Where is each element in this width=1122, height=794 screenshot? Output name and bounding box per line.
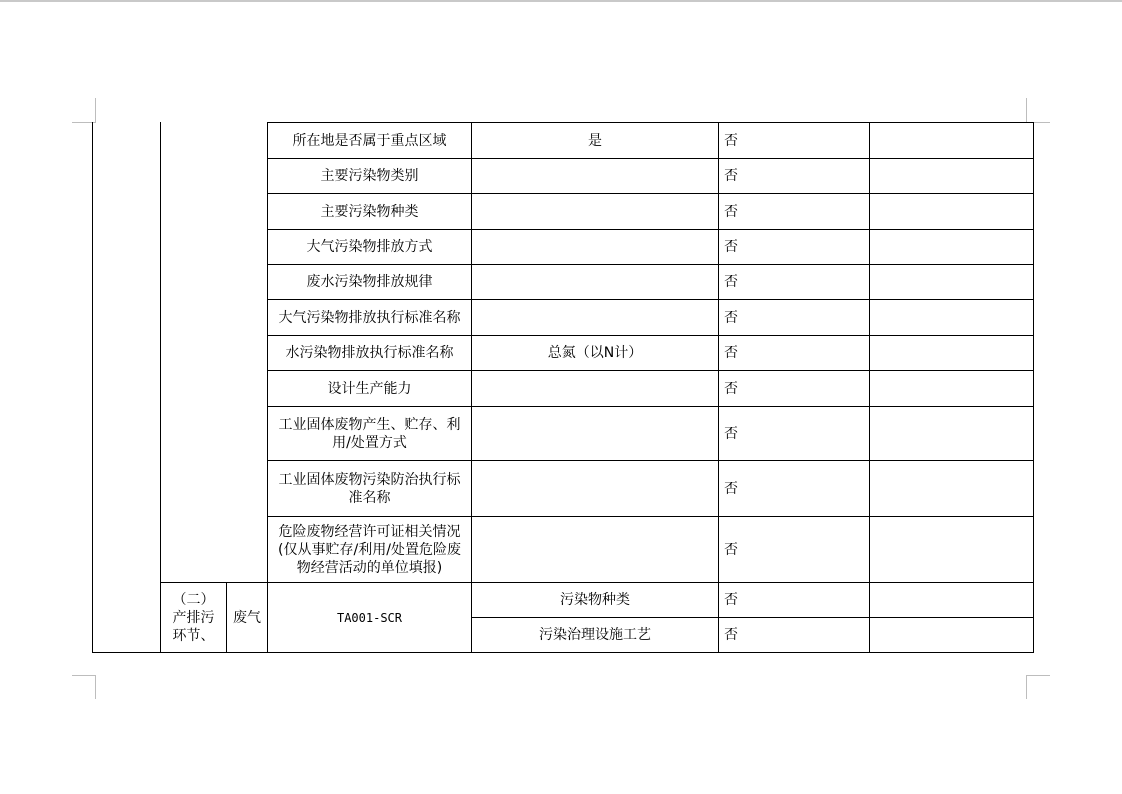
table-cell-change: 否: [724, 380, 738, 397]
table-cell-value: [472, 461, 718, 516]
table-cell-value: [472, 230, 718, 264]
table-cell-note: [870, 461, 1033, 516]
table-cell-note: [870, 407, 1033, 460]
table-cell-value: [472, 371, 718, 406]
table-cell-change: 否: [724, 425, 738, 442]
table-cell-note: [870, 159, 1033, 193]
table-cell-item: 大气污染物排放执行标准名称: [278, 309, 461, 326]
table-cell-change: 否: [724, 480, 738, 497]
table-cell-change: 否: [724, 309, 738, 326]
table-cell-item: 水污染物排放执行标准名称: [285, 345, 454, 361]
sub-note: [870, 618, 1033, 652]
sub-note: [870, 583, 1033, 617]
table-cell-item: 大气污染物排放方式: [306, 239, 433, 255]
table-cell-item: 所在地是否属于重点区域: [292, 132, 447, 149]
table-cell-change: 否: [724, 132, 738, 149]
table-cell-value: 是: [588, 132, 602, 149]
table-cell-value: [472, 194, 718, 229]
sub-item: 污染物种类: [560, 592, 630, 608]
table-cell-note: [870, 517, 1033, 582]
table-cell-value: [472, 300, 718, 335]
table-cell-item: 主要污染物类别: [320, 168, 419, 184]
section-label: （二）产排污环节、: [172, 591, 215, 644]
facility-code: TA001-SCR: [336, 610, 403, 625]
table-cell-note: [870, 300, 1033, 335]
table-cell-note: [870, 230, 1033, 264]
table-cell-note: [870, 336, 1033, 370]
sub-change: 否: [724, 627, 738, 643]
table-cell-change: 否: [724, 168, 738, 184]
section-category: 废气: [233, 609, 261, 626]
table-cell-value: [472, 517, 718, 582]
table-cell-change: 否: [724, 345, 738, 361]
table-cell-item: 设计生产能力: [327, 380, 412, 397]
table-cell-item: 工业固体废物污染防治执行标准名称: [278, 471, 461, 506]
table-cell-change: 否: [724, 203, 738, 220]
table-cell-note: [870, 265, 1033, 299]
table-cell-change: 否: [724, 239, 738, 255]
table-cell-note: [870, 123, 1033, 158]
sub-change: 否: [724, 592, 738, 608]
table-cell-change: 否: [724, 274, 738, 290]
table-cell-note: [870, 194, 1033, 229]
sub-item: 污染治理设施工艺: [539, 627, 651, 643]
table-cell-note: [870, 371, 1033, 406]
table-cell-value: [472, 407, 718, 460]
table-cell-change: 否: [724, 541, 738, 558]
table-cell-item: 工业固体废物产生、贮存、利用/处置方式: [278, 416, 461, 451]
table-cell-item: 主要污染物种类: [320, 203, 419, 220]
table-cell-value: [472, 159, 718, 193]
table-cell-value: [472, 265, 718, 299]
table-cell-item: 废水污染物排放规律: [306, 274, 433, 290]
table-cell-value: 总氮（以N计）: [547, 345, 643, 361]
table-cell-item: 危险废物经营许可证相关情况(仅从事贮存/利用/处置危险废物经营活动的单位填报): [278, 523, 461, 576]
